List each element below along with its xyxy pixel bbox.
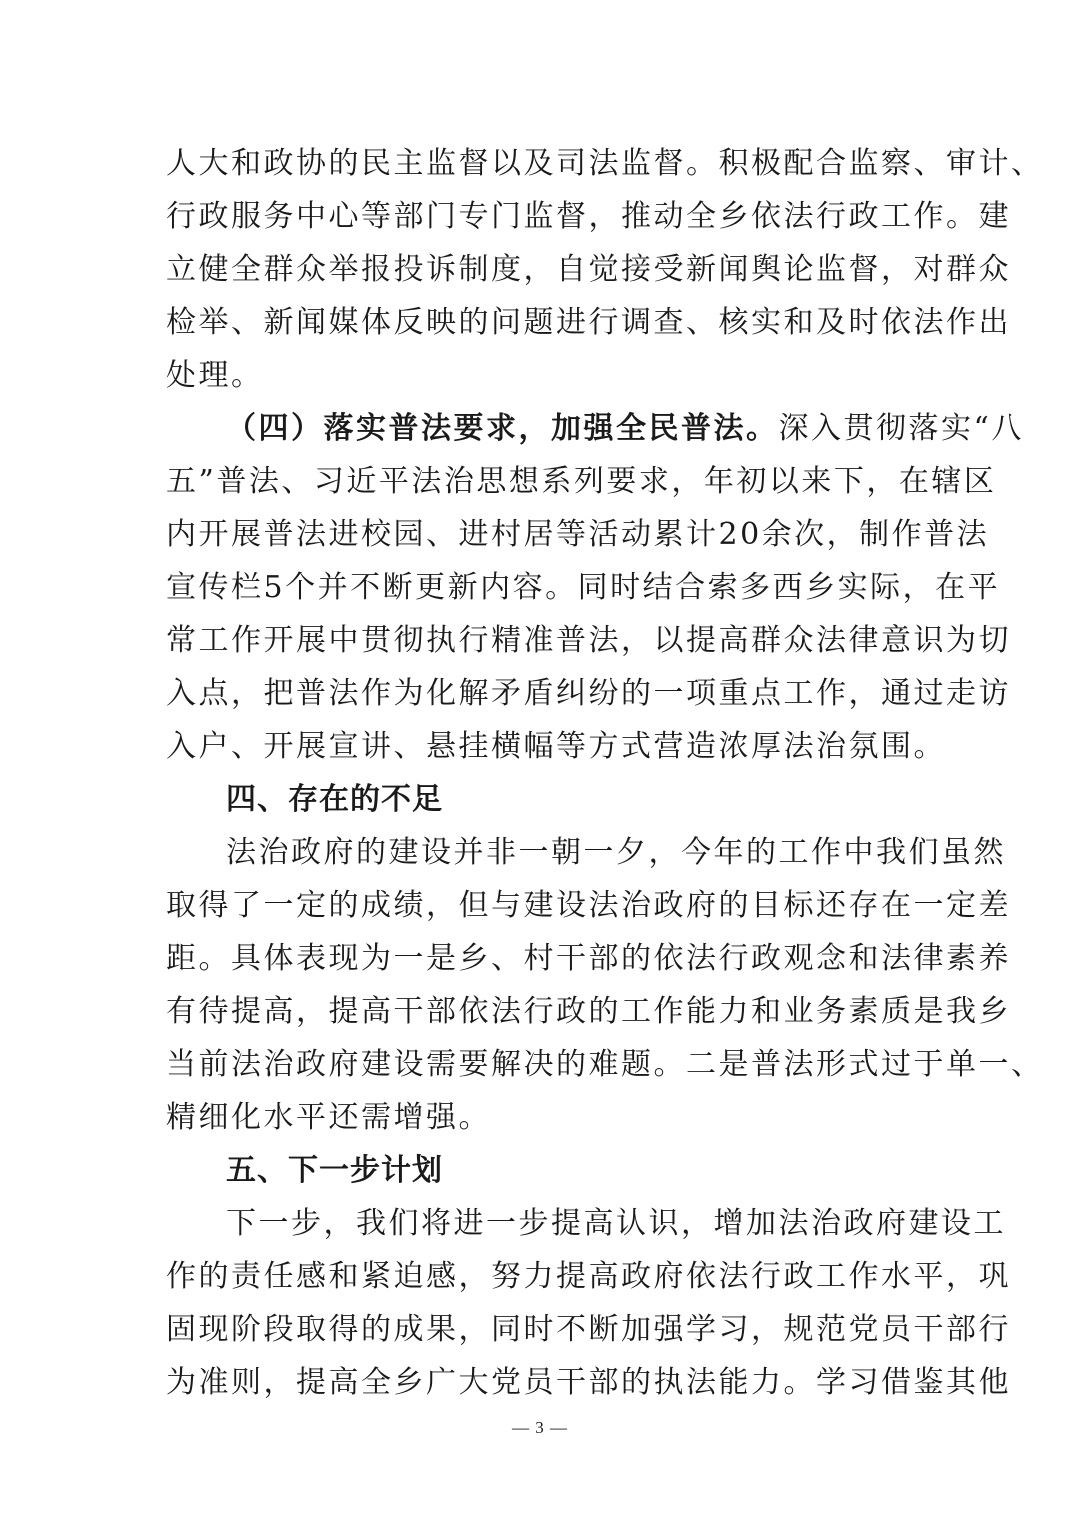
paragraph-line: 距。具体表现为一是乡、村干部的依法行政观念和法律素养 — [166, 941, 1011, 976]
paragraph-line: 下一步，我们将进一步提高认识，增加法治政府建设工 — [226, 1206, 1006, 1241]
paragraph-line: 当前法治政府建设需要解决的难题。二是普法形式过于单一、 — [166, 1047, 1044, 1082]
paragraph-line: 常工作开展中贯彻执行精准普法，以提高群众法律意识为切 — [166, 623, 1011, 658]
paragraph-line: 内开展普法进校园、进村居等活动累计20余次，制作普法 — [166, 517, 990, 552]
paragraph-line: 作的责任感和紧迫感，努力提高政府依法行政工作水平，巩 — [166, 1259, 1011, 1294]
section-heading: 四、存在的不足 — [226, 782, 443, 817]
paragraph-line: 人大和政协的民主监督以及司法监督。积极配合监察、审计、 — [166, 146, 1044, 181]
paragraph-line: 入户、开展宣讲、悬挂横幅等方式营造浓厚法治氛围。 — [166, 729, 946, 764]
paragraph-line: 固现阶段取得的成果，同时不断加强学习，规范党员干部行 — [166, 1312, 1011, 1347]
paragraph-line: 精细化水平还需增强。 — [166, 1100, 491, 1135]
section-heading: 五、下一步计划 — [226, 1153, 443, 1188]
paragraph-line: 行政服务中心等部门专门监督，推动全乡依法行政工作。建 — [166, 199, 1011, 234]
paragraph-line: 立健全群众举报投诉制度，自觉接受新闻舆论监督，对群众 — [166, 252, 1011, 287]
paragraph-line: 法治政府的建设并非一朝一夕，今年的工作中我们虽然 — [226, 835, 1006, 870]
paragraph-line: 为准则，提高全乡广大党员干部的执法能力。学习借鉴其他 — [166, 1365, 1011, 1400]
paragraph-text: 深入贯彻落实“八 — [778, 411, 1024, 446]
subsection-heading: （四）落实普法要求，加强全民普法。 — [226, 411, 779, 446]
paragraph-line: 有待提高，提高干部依法行政的工作能力和业务素质是我乡 — [166, 994, 1011, 1029]
paragraph-line: 取得了一定的成绩，但与建设法治政府的目标还存在一定差 — [166, 888, 1011, 923]
paragraph-line: 检举、新闻媒体反映的问题进行调查、核实和及时依法作出 — [166, 305, 1011, 340]
paragraph-line: 宣传栏5个并不断更新内容。同时结合索多西乡实际，在平 — [166, 570, 1001, 605]
page-number: — 3 — — [512, 1418, 568, 1437]
paragraph-line — [226, 403, 1024, 455]
paragraph-line: 处理。 — [166, 358, 264, 393]
paragraph-line: 入点，把普法作为化解矛盾纠纷的一项重点工作，通过走访 — [166, 676, 1011, 711]
paragraph-line: 五”普法、习近平法治思想系列要求，年初以来下，在辖区 — [166, 464, 997, 499]
